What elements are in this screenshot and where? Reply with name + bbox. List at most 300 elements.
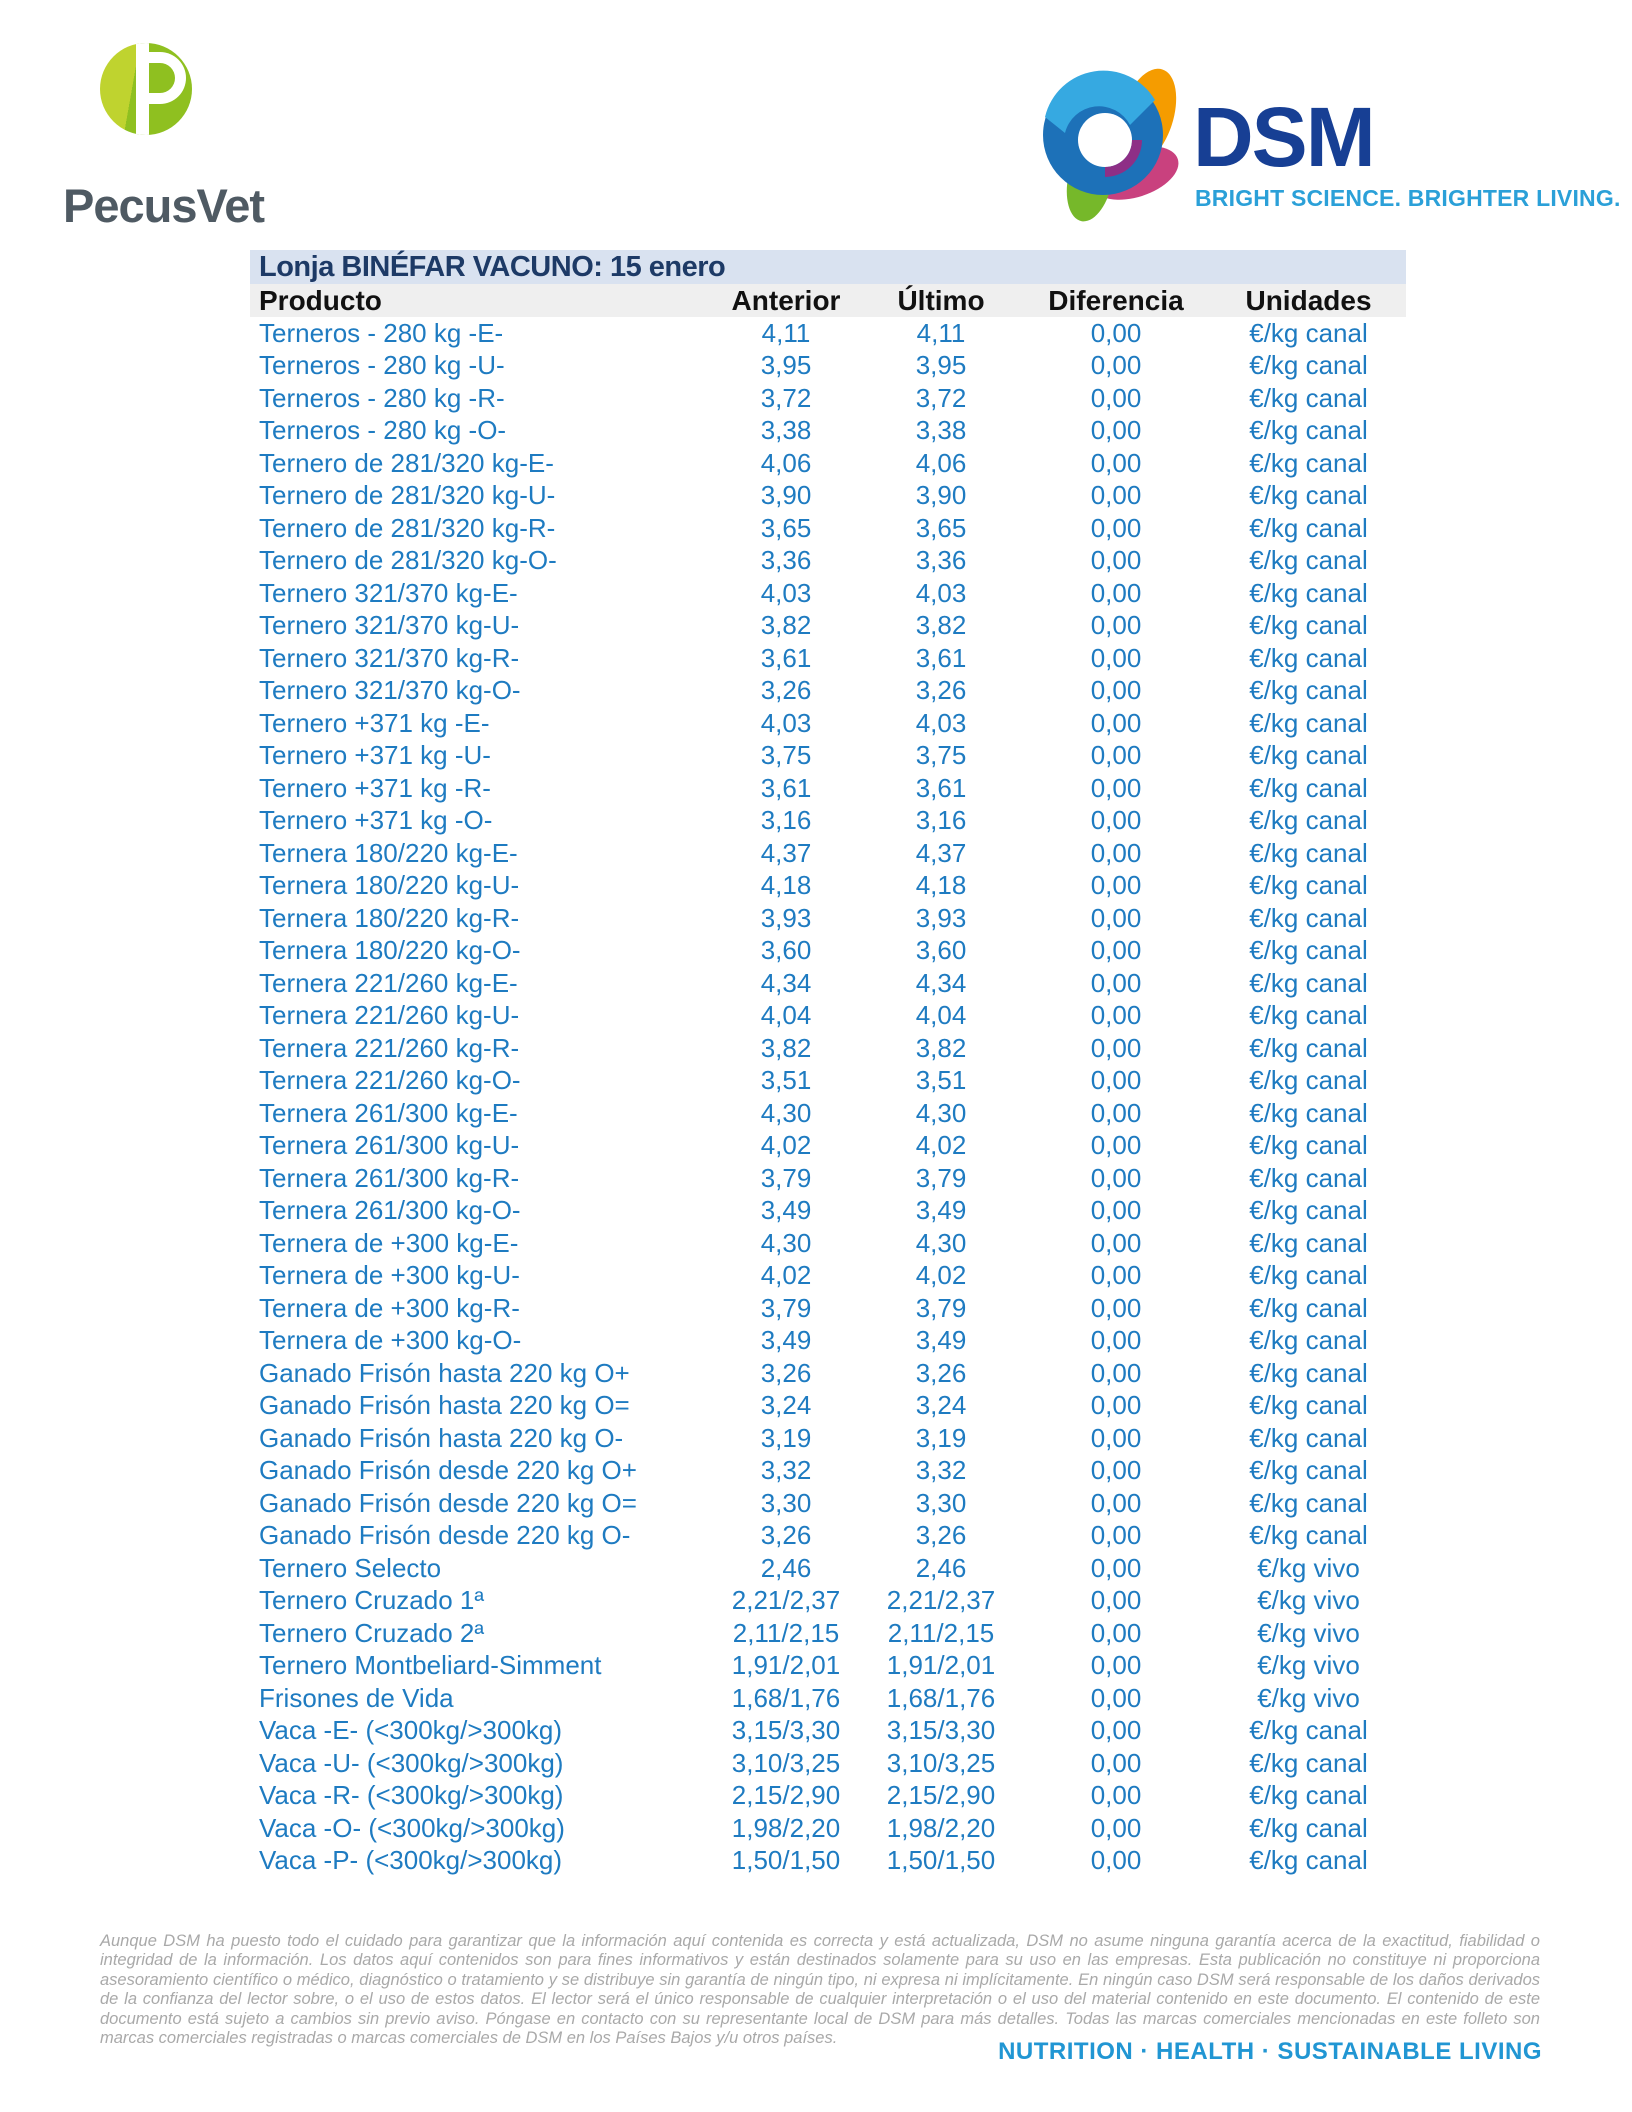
- unidades-cell: €/kg canal: [1249, 1130, 1368, 1161]
- ultimo-cell: 3,51: [915, 1065, 967, 1096]
- table-row: [250, 707, 1406, 740]
- anterior-cell: 3,79: [760, 1162, 812, 1193]
- unidades-cell: €/kg canal: [1249, 1227, 1368, 1258]
- table-row: [250, 1292, 1406, 1325]
- product-cell: Ternero +371 kg -E-: [259, 707, 490, 738]
- diferencia-cell: 0,00: [1090, 1617, 1142, 1648]
- product-cell: Ternera 221/260 kg-E-: [259, 967, 518, 998]
- ultimo-cell: 3,15/3,30: [886, 1715, 996, 1746]
- footer-tagline: NUTRITION · HEALTH · SUSTAINABLE LIVING: [998, 2038, 1542, 2065]
- product-cell: Terneros - 280 kg -R-: [259, 382, 505, 413]
- diferencia-cell: 0,00: [1090, 935, 1142, 966]
- pecusvet-p-bowl: [149, 52, 186, 104]
- diferencia-cell: 0,00: [1090, 512, 1142, 543]
- ultimo-cell: 3,82: [915, 1032, 967, 1063]
- diferencia-cell: 0,00: [1090, 1715, 1142, 1746]
- table-row: [250, 1585, 1406, 1618]
- anterior-cell: 3,36: [760, 545, 812, 576]
- unidades-cell: €/kg canal: [1249, 967, 1368, 998]
- product-cell: Terneros - 280 kg -E-: [259, 317, 504, 348]
- table-row: [250, 837, 1406, 870]
- product-cell: Ternera 221/260 kg-U-: [259, 1000, 520, 1031]
- anterior-cell: 3,60: [760, 935, 812, 966]
- ultimo-cell: 1,50/1,50: [886, 1845, 996, 1876]
- product-cell: Ternero 321/370 kg-R-: [259, 642, 520, 673]
- ultimo-cell: 4,30: [915, 1227, 967, 1258]
- diferencia-cell: 0,00: [1090, 1585, 1142, 1616]
- table-row: [250, 1682, 1406, 1715]
- ultimo-cell: 3,10/3,25: [886, 1747, 996, 1778]
- ultimo-cell: 3,79: [915, 1162, 967, 1193]
- table-row: [250, 805, 1406, 838]
- diferencia-cell: 0,00: [1090, 610, 1142, 641]
- product-cell: Ternero 321/370 kg-E-: [259, 577, 518, 608]
- ultimo-cell: 3,90: [915, 480, 967, 511]
- table-row: [250, 1455, 1406, 1488]
- table-row: [250, 1845, 1406, 1878]
- dsm-wordmark: DSM: [1193, 90, 1374, 184]
- ultimo-cell: 3,65: [915, 512, 967, 543]
- unidades-cell: €/kg canal: [1249, 1487, 1368, 1518]
- ultimo-cell: 3,49: [915, 1195, 967, 1226]
- unidades-cell: €/kg canal: [1249, 415, 1368, 446]
- ultimo-cell: 3,95: [915, 350, 967, 381]
- ultimo-cell: 3,36: [915, 545, 967, 576]
- anterior-cell: 3,82: [760, 1032, 812, 1063]
- table-row: [250, 415, 1406, 448]
- product-cell: Ternero 321/370 kg-U-: [259, 610, 520, 641]
- diferencia-cell: 0,00: [1090, 707, 1142, 738]
- diferencia-cell: 0,00: [1090, 1162, 1142, 1193]
- column-header-anterior: Anterior: [731, 284, 841, 316]
- ultimo-cell: 4,03: [915, 577, 967, 608]
- product-cell: Frisones de Vida: [259, 1682, 454, 1713]
- table-row: [250, 1032, 1406, 1065]
- product-cell: Vaca -U- (<300kg/>300kg): [259, 1747, 564, 1778]
- table-row: [250, 902, 1406, 935]
- anterior-cell: 4,11: [761, 317, 811, 348]
- anterior-cell: 3,75: [760, 740, 812, 771]
- unidades-cell: €/kg vivo: [1257, 1617, 1360, 1648]
- pecusvet-logo: [63, 40, 323, 240]
- unidades-cell: €/kg canal: [1249, 512, 1368, 543]
- table-row: [250, 642, 1406, 675]
- table-row: [250, 577, 1406, 610]
- diferencia-cell: 0,00: [1090, 1260, 1142, 1291]
- table-row: [250, 545, 1406, 578]
- legal-disclaimer: Aunque DSM ha puesto todo el cuidado para garantizar que la información aquí contenida es correcta y está actualizada, DSM no asume ninguna garantía acerca de la exactitud, fiabilidad o integridad de la información. Los datos aquí contenidos son para fines informativos y están destinados solamente para su uso en las empresas. Esta publicación no constituye ni proporciona asesoramiento científico o médico, diagnóstico o tratamiento y se distribuye sin garantía de ningún tipo, ni expresa ni implícitamente. En ningún caso DSM será responsable de los daños derivados de la confianza del lector sobre, o el uso de estos datos. El lector será el único responsable de cualquier interpretación o el uso del material contenido en este documento. El contenido de este documento está sujeto a cambios sin previo aviso. Póngase en contacto con su representante local de DSM para más detalles. Todas las marcas comerciales mencionadas en este folleto son marcas comerciales registradas o marcas comerciales de DSM en los Países Bajos y/u otros países.: [100, 1932, 1540, 2048]
- product-cell: Vaca -R- (<300kg/>300kg): [259, 1780, 564, 1811]
- unidades-cell: €/kg canal: [1249, 1000, 1368, 1031]
- anterior-cell: 4,30: [760, 1097, 812, 1128]
- pecusvet-wordmark: PecusVet: [63, 179, 265, 232]
- ultimo-cell: 1,68/1,76: [886, 1682, 996, 1713]
- table-row: [250, 1617, 1406, 1650]
- unidades-cell: €/kg canal: [1249, 1812, 1368, 1843]
- diferencia-cell: 0,00: [1090, 967, 1142, 998]
- unidades-cell: €/kg vivo: [1257, 1650, 1360, 1681]
- table-row: [250, 1390, 1406, 1423]
- unidades-cell: €/kg canal: [1249, 1455, 1368, 1486]
- anterior-cell: 3,61: [760, 642, 812, 673]
- unidades-cell: €/kg canal: [1249, 1032, 1368, 1063]
- diferencia-cell: 0,00: [1090, 577, 1142, 608]
- table-row: [250, 1552, 1406, 1585]
- ultimo-cell: 4,30: [915, 1097, 967, 1128]
- anterior-cell: 3,26: [760, 675, 812, 706]
- unidades-cell: €/kg canal: [1249, 1260, 1368, 1291]
- product-cell: Ternero de 281/320 kg-R-: [259, 512, 556, 543]
- ultimo-cell: 3,60: [915, 935, 967, 966]
- product-cell: Ternera 180/220 kg-E-: [259, 837, 518, 868]
- table-row: [250, 1747, 1406, 1780]
- table-row: [250, 1000, 1406, 1033]
- unidades-cell: €/kg canal: [1249, 805, 1368, 836]
- table-row: [250, 1162, 1406, 1195]
- anterior-cell: 4,06: [760, 447, 812, 478]
- product-cell: Ganado Frisón desde 220 kg O=: [259, 1487, 637, 1518]
- anterior-cell: 3,90: [760, 480, 812, 511]
- unidades-cell: €/kg canal: [1249, 740, 1368, 771]
- table-row: [250, 1227, 1406, 1260]
- diferencia-cell: 0,00: [1090, 1357, 1142, 1388]
- product-cell: Ternero de 281/320 kg-O-: [259, 545, 557, 576]
- table-row: [250, 610, 1406, 643]
- product-cell: Ganado Frisón desde 220 kg O-: [259, 1520, 631, 1551]
- diferencia-cell: 0,00: [1090, 1097, 1142, 1128]
- unidades-cell: €/kg canal: [1249, 1747, 1368, 1778]
- anterior-cell: 3,72: [760, 382, 812, 413]
- ultimo-cell: 4,04: [915, 1000, 967, 1031]
- product-cell: Ganado Frisón hasta 220 kg O-: [259, 1422, 624, 1453]
- unidades-cell: €/kg canal: [1249, 1715, 1368, 1746]
- diferencia-cell: 0,00: [1090, 870, 1142, 901]
- unidades-cell: €/kg canal: [1249, 577, 1368, 608]
- table-row: [250, 1195, 1406, 1228]
- diferencia-cell: 0,00: [1090, 1032, 1142, 1063]
- anterior-cell: 4,03: [760, 707, 812, 738]
- anterior-cell: 1,98/2,20: [731, 1812, 841, 1843]
- product-cell: Ternero Cruzado 2ª: [259, 1617, 484, 1648]
- product-cell: Ternero +371 kg -R-: [259, 772, 491, 803]
- anterior-cell: 4,37: [760, 837, 812, 868]
- ultimo-cell: 3,82: [915, 610, 967, 641]
- unidades-cell: €/kg canal: [1249, 1195, 1368, 1226]
- diferencia-cell: 0,00: [1090, 902, 1142, 933]
- ultimo-cell: 4,11: [916, 317, 966, 348]
- ultimo-cell: 3,19: [915, 1422, 967, 1453]
- product-cell: Vaca -E- (<300kg/>300kg): [259, 1715, 563, 1746]
- anterior-cell: 3,26: [760, 1520, 812, 1551]
- anterior-cell: 3,38: [760, 415, 812, 446]
- unidades-cell: €/kg vivo: [1257, 1552, 1360, 1583]
- table-title: Lonja BINÉFAR VACUNO: 15 enero: [250, 250, 1406, 284]
- table-row: [250, 317, 1406, 350]
- anterior-cell: 3,61: [760, 772, 812, 803]
- anterior-cell: 3,30: [760, 1487, 812, 1518]
- product-cell: Ternero Cruzado 1ª: [259, 1585, 484, 1616]
- diferencia-cell: 0,00: [1090, 675, 1142, 706]
- dsm-logo: [1035, 55, 1621, 230]
- ultimo-cell: 3,38: [915, 415, 967, 446]
- ultimo-cell: 3,79: [915, 1292, 967, 1323]
- ultimo-cell: 3,24: [915, 1390, 967, 1421]
- diferencia-cell: 0,00: [1090, 1325, 1142, 1356]
- dsm-tagline: BRIGHT SCIENCE. BRIGHTER LIVING.: [1195, 185, 1621, 211]
- anterior-cell: 3,26: [760, 1357, 812, 1388]
- table-row: [250, 967, 1406, 1000]
- diferencia-cell: 0,00: [1090, 480, 1142, 511]
- product-cell: Ternero Montbeliard-Simment: [259, 1650, 602, 1681]
- diferencia-cell: 0,00: [1090, 1130, 1142, 1161]
- diferencia-cell: 0,00: [1090, 350, 1142, 381]
- anterior-cell: 3,93: [760, 902, 812, 933]
- product-cell: Ternera 261/300 kg-R-: [259, 1162, 520, 1193]
- unidades-cell: €/kg canal: [1249, 1097, 1368, 1128]
- anterior-cell: 3,19: [760, 1422, 812, 1453]
- unidades-cell: €/kg canal: [1249, 545, 1368, 576]
- diferencia-cell: 0,00: [1090, 1065, 1142, 1096]
- table-row: [250, 1715, 1406, 1748]
- diferencia-cell: 0,00: [1090, 1812, 1142, 1843]
- table-row: [250, 1650, 1406, 1683]
- product-cell: Ternera de +300 kg-O-: [259, 1325, 522, 1356]
- anterior-cell: 1,50/1,50: [731, 1845, 841, 1876]
- anterior-cell: 4,03: [760, 577, 812, 608]
- anterior-cell: 4,02: [760, 1260, 812, 1291]
- product-cell: Ternero de 281/320 kg-U-: [259, 480, 556, 511]
- product-cell: Terneros - 280 kg -O-: [259, 415, 507, 446]
- product-cell: Ternera 180/220 kg-R-: [259, 902, 520, 933]
- diferencia-cell: 0,00: [1090, 1682, 1142, 1713]
- product-cell: Ternero 321/370 kg-O-: [259, 675, 521, 706]
- table-row: [250, 1325, 1406, 1358]
- ultimo-cell: 4,34: [915, 967, 967, 998]
- table-row: [250, 350, 1406, 383]
- ultimo-cell: 3,26: [915, 675, 967, 706]
- ultimo-cell: 2,46: [915, 1552, 967, 1583]
- ultimo-cell: 3,93: [915, 902, 967, 933]
- anterior-cell: 4,02: [760, 1130, 812, 1161]
- unidades-cell: €/kg canal: [1249, 447, 1368, 478]
- anterior-cell: 3,49: [760, 1195, 812, 1226]
- unidades-cell: €/kg canal: [1249, 1390, 1368, 1421]
- diferencia-cell: 0,00: [1090, 1292, 1142, 1323]
- anterior-cell: 3,79: [760, 1292, 812, 1323]
- column-header-ultimo: Último: [897, 284, 985, 316]
- unidades-cell: €/kg canal: [1249, 480, 1368, 511]
- table-row: [250, 1065, 1406, 1098]
- ultimo-cell: 4,02: [915, 1130, 967, 1161]
- unidades-cell: €/kg canal: [1249, 1325, 1368, 1356]
- ultimo-cell: 4,37: [915, 837, 967, 868]
- diferencia-cell: 0,00: [1090, 415, 1142, 446]
- unidades-cell: €/kg vivo: [1257, 1682, 1360, 1713]
- ultimo-cell: 4,03: [915, 707, 967, 738]
- ultimo-cell: 3,61: [915, 642, 967, 673]
- ultimo-cell: 2,15/2,90: [886, 1780, 996, 1811]
- column-header-diferencia: Diferencia: [1048, 284, 1184, 316]
- ultimo-cell: 3,75: [915, 740, 967, 771]
- anterior-cell: 3,10/3,25: [731, 1747, 841, 1778]
- ultimo-cell: 4,06: [915, 447, 967, 478]
- anterior-cell: 4,04: [760, 1000, 812, 1031]
- table-row: [250, 1422, 1406, 1455]
- ultimo-cell: 3,61: [915, 772, 967, 803]
- diferencia-cell: 0,00: [1090, 1227, 1142, 1258]
- ultimo-cell: 3,49: [915, 1325, 967, 1356]
- product-cell: Ternero +371 kg -O-: [259, 805, 493, 836]
- ultimo-cell: 3,26: [915, 1357, 967, 1388]
- anterior-cell: 2,15/2,90: [731, 1780, 841, 1811]
- product-cell: Ternero Selecto: [259, 1552, 442, 1583]
- table-row: [250, 512, 1406, 545]
- unidades-cell: €/kg canal: [1249, 837, 1368, 868]
- diferencia-cell: 0,00: [1090, 1650, 1142, 1681]
- product-cell: Ternera 261/300 kg-O-: [259, 1195, 521, 1226]
- anterior-cell: 4,30: [760, 1227, 812, 1258]
- product-cell: Ternera de +300 kg-U-: [259, 1260, 520, 1291]
- unidades-cell: €/kg canal: [1249, 1845, 1368, 1876]
- anterior-cell: 3,95: [760, 350, 812, 381]
- diferencia-cell: 0,00: [1090, 1000, 1142, 1031]
- diferencia-cell: 0,00: [1090, 1422, 1142, 1453]
- product-cell: Ternera 221/260 kg-R-: [259, 1032, 520, 1063]
- product-cell: Vaca -P- (<300kg/>300kg): [259, 1845, 563, 1876]
- unidades-cell: €/kg canal: [1249, 707, 1368, 738]
- product-cell: Ternera 261/300 kg-U-: [259, 1130, 520, 1161]
- anterior-cell: 3,32: [760, 1455, 812, 1486]
- table-row: [250, 935, 1406, 968]
- unidades-cell: €/kg canal: [1249, 642, 1368, 673]
- table-row: [250, 447, 1406, 480]
- unidades-cell: €/kg canal: [1249, 870, 1368, 901]
- ultimo-cell: 3,72: [915, 382, 967, 413]
- anterior-cell: 3,82: [760, 610, 812, 641]
- product-cell: Ternera 180/220 kg-U-: [259, 870, 520, 901]
- pecusvet-circle-icon: [100, 43, 192, 135]
- ultimo-cell: 3,26: [915, 1520, 967, 1551]
- table-row: [250, 1097, 1406, 1130]
- diferencia-cell: 0,00: [1090, 447, 1142, 478]
- anterior-cell: 3,65: [760, 512, 812, 543]
- anterior-cell: 3,15/3,30: [731, 1715, 841, 1746]
- table-header-row: [250, 284, 1406, 317]
- table-body: [250, 317, 1406, 1877]
- diferencia-cell: 0,00: [1090, 772, 1142, 803]
- diferencia-cell: 0,00: [1090, 1552, 1142, 1583]
- table-row: [250, 382, 1406, 415]
- unidades-cell: €/kg canal: [1249, 1065, 1368, 1096]
- dsm-swirl-icon: [1035, 55, 1187, 223]
- product-cell: Ternera de +300 kg-E-: [259, 1227, 519, 1258]
- unidades-cell: €/kg canal: [1249, 675, 1368, 706]
- product-cell: Ganado Frisón hasta 220 kg O=: [259, 1390, 630, 1421]
- diferencia-cell: 0,00: [1090, 382, 1142, 413]
- unidades-cell: €/kg canal: [1249, 1357, 1368, 1388]
- diferencia-cell: 0,00: [1090, 1390, 1142, 1421]
- anterior-cell: 3,16: [760, 805, 812, 836]
- anterior-cell: 2,21/2,37: [731, 1585, 841, 1616]
- ultimo-cell: 4,02: [915, 1260, 967, 1291]
- diferencia-cell: 0,00: [1090, 1487, 1142, 1518]
- product-cell: Ternero de 281/320 kg-E-: [259, 447, 554, 478]
- price-table: [250, 250, 1406, 1877]
- anterior-cell: 3,51: [760, 1065, 812, 1096]
- unidades-cell: €/kg canal: [1249, 1780, 1368, 1811]
- table-row: [250, 772, 1406, 805]
- column-header-producto: Producto: [259, 284, 382, 316]
- unidades-cell: €/kg canal: [1249, 772, 1368, 803]
- anterior-cell: 3,49: [760, 1325, 812, 1356]
- diferencia-cell: 0,00: [1090, 1455, 1142, 1486]
- unidades-cell: €/kg canal: [1249, 1520, 1368, 1551]
- diferencia-cell: 0,00: [1090, 317, 1142, 348]
- anterior-cell: 1,68/1,76: [731, 1682, 841, 1713]
- table-row: [250, 1260, 1406, 1293]
- anterior-cell: 1,91/2,01: [731, 1650, 841, 1681]
- anterior-cell: 2,11/2,15: [732, 1617, 840, 1648]
- ultimo-cell: 3,30: [915, 1487, 967, 1518]
- table-row: [250, 1812, 1406, 1845]
- table-row: [250, 1130, 1406, 1163]
- table-row: [250, 1487, 1406, 1520]
- ultimo-cell: 1,98/2,20: [886, 1812, 996, 1843]
- ultimo-cell: 2,21/2,37: [886, 1585, 996, 1616]
- product-cell: Vaca -O- (<300kg/>300kg): [259, 1812, 565, 1843]
- table-row: [250, 480, 1406, 513]
- table-row: [250, 1357, 1406, 1390]
- unidades-cell: €/kg canal: [1249, 382, 1368, 413]
- product-cell: Ganado Frisón hasta 220 kg O+: [259, 1357, 630, 1388]
- unidades-cell: €/kg canal: [1249, 1292, 1368, 1323]
- unidades-cell: €/kg vivo: [1257, 1585, 1360, 1616]
- product-cell: Ternera 180/220 kg-O-: [259, 935, 521, 966]
- product-cell: Terneros - 280 kg -U-: [259, 350, 505, 381]
- diferencia-cell: 0,00: [1090, 545, 1142, 576]
- unidades-cell: €/kg canal: [1249, 317, 1368, 348]
- column-header-unidades: Unidades: [1245, 284, 1372, 316]
- product-cell: Ternera 221/260 kg-O-: [259, 1065, 521, 1096]
- diferencia-cell: 0,00: [1090, 1780, 1142, 1811]
- ultimo-cell: 3,16: [915, 805, 967, 836]
- table-row: [250, 675, 1406, 708]
- table-row: [250, 740, 1406, 773]
- diferencia-cell: 0,00: [1090, 805, 1142, 836]
- ultimo-cell: 2,11/2,15: [887, 1617, 995, 1648]
- ultimo-cell: 4,18: [915, 870, 967, 901]
- diferencia-cell: 0,00: [1090, 1195, 1142, 1226]
- product-cell: Ternera 261/300 kg-E-: [259, 1097, 518, 1128]
- unidades-cell: €/kg canal: [1249, 350, 1368, 381]
- pecusvet-p-stem: [136, 43, 149, 135]
- product-cell: Ternera de +300 kg-R-: [259, 1292, 520, 1323]
- unidades-cell: €/kg canal: [1249, 1162, 1368, 1193]
- ultimo-cell: 3,32: [915, 1455, 967, 1486]
- diferencia-cell: 0,00: [1090, 837, 1142, 868]
- unidades-cell: €/kg canal: [1249, 610, 1368, 641]
- unidades-cell: €/kg canal: [1249, 1422, 1368, 1453]
- ultimo-cell: 1,91/2,01: [886, 1650, 996, 1681]
- anterior-cell: 3,24: [760, 1390, 812, 1421]
- anterior-cell: 2,46: [760, 1552, 812, 1583]
- diferencia-cell: 0,00: [1090, 642, 1142, 673]
- diferencia-cell: 0,00: [1090, 1747, 1142, 1778]
- table-row: [250, 1780, 1406, 1813]
- anterior-cell: 4,18: [760, 870, 812, 901]
- unidades-cell: €/kg canal: [1249, 935, 1368, 966]
- product-cell: Ternero +371 kg -U-: [259, 740, 491, 771]
